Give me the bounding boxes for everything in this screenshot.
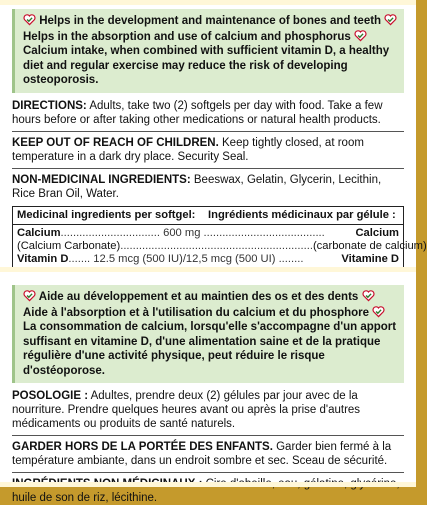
heart-check-icon <box>372 305 385 318</box>
claim-text: Aide au développement et au maintien des os et des dents <box>38 291 359 303</box>
cell-right: Calcium <box>355 226 399 239</box>
french-panel <box>0 272 416 504</box>
heart-check-icon <box>23 289 36 302</box>
divider <box>12 168 404 169</box>
keep-out-text: Keep tightly closed, at room temperature in a dark dry place. Security Seal. <box>12 136 364 163</box>
non-medicinal-label: NON-MEDICINAL INGREDIENTS: <box>12 173 191 186</box>
bottom-stripe <box>0 482 416 487</box>
heart-check-icon <box>23 13 36 26</box>
divider <box>12 435 404 436</box>
non-medicinal-text: Beeswax, Gelatin, Glycerin, Lecithin, Rice Bran Oil, Water. <box>12 173 382 200</box>
posologie-text: Adultes, prendre deux (2) gélules par jour avec de la nourriture. Prendre quelques heures avant ou après la prise d'autres médicaments ou produits de santé naturels. <box>12 390 361 430</box>
heart-check-icon <box>354 29 367 42</box>
cell-middle: ................................ 600 mg ....................................... <box>60 226 325 239</box>
cell-middle: .............................................................. <box>120 239 313 252</box>
directions-section <box>12 99 404 127</box>
keep-out-section <box>12 136 404 164</box>
table-header <box>13 207 403 225</box>
table-header-fr: Ingrédients médicinaux par gélule : <box>208 208 396 221</box>
garder-label: GARDER HORS DE LA PORTÉE DES ENFANTS. <box>12 441 273 453</box>
cell-left: Calcium <box>17 226 61 239</box>
garder-text: Garder bien fermé à la température ambiante, dans un endroit sombre et sec. Sceau de sécurité. <box>12 441 392 467</box>
claim-text: Calcium intake, when combined with sufficient vitamin D, a healthy diet and regular exercise may reduce the risk of developing osteoporosis. <box>23 45 390 86</box>
cell-right: Vitamine D <box>341 252 399 265</box>
french-claims-box <box>12 285 404 383</box>
posologie-label: POSOLOGIE : <box>12 390 89 402</box>
heart-check-icon <box>362 289 375 302</box>
non-medicinal-fr-text: huile de son de riz, lécithine. <box>12 492 158 504</box>
cell-left: (Calcium Carbonate) <box>17 239 121 252</box>
claim-text: Helps in the development and maintenance of bones and teeth <box>39 15 382 27</box>
claim-text: Helps in the absorption and use of calcium and phosphorus <box>23 30 351 43</box>
english-claims-box <box>12 9 404 93</box>
directions-text: Adults, take two (2) softgels per day with food. Take a few hours before or after taking other medications or natural health products. <box>12 99 383 126</box>
table-row <box>13 253 403 266</box>
posologie-section <box>12 389 404 431</box>
directions-label: DIRECTIONS: <box>12 99 87 112</box>
table-header-en: Medicinal ingredients per softgel: <box>17 208 196 221</box>
cell-left: Vitamin D <box>17 252 69 265</box>
cell-right: (carbonate de calcium) <box>312 239 427 252</box>
heart-check-icon <box>384 13 397 26</box>
garder-section <box>12 440 404 468</box>
divider <box>12 131 404 132</box>
keep-out-label: KEEP OUT OF REACH OF CHILDREN. <box>12 136 219 149</box>
non-medicinal-section <box>12 173 404 201</box>
table-row <box>13 227 403 240</box>
cell-middle: ....... 12.5 mcg (500 IU)/12,5 mcg (500 UI) ........ <box>68 252 304 265</box>
english-panel <box>0 5 427 267</box>
divider <box>12 472 404 473</box>
claim-text: Aide à l'absorption et à l'utilisation du calcium et du phosphore <box>23 306 370 319</box>
claim-text: La consommation de calcium, lorsqu'elle s'accompagne d'un apport suffisant en vitamine D, d'une alimentation saine et de la pratique régulière d'une activité physique, peut réduire le risque d'ostéoporose. <box>23 321 397 377</box>
table-row <box>13 239 427 253</box>
